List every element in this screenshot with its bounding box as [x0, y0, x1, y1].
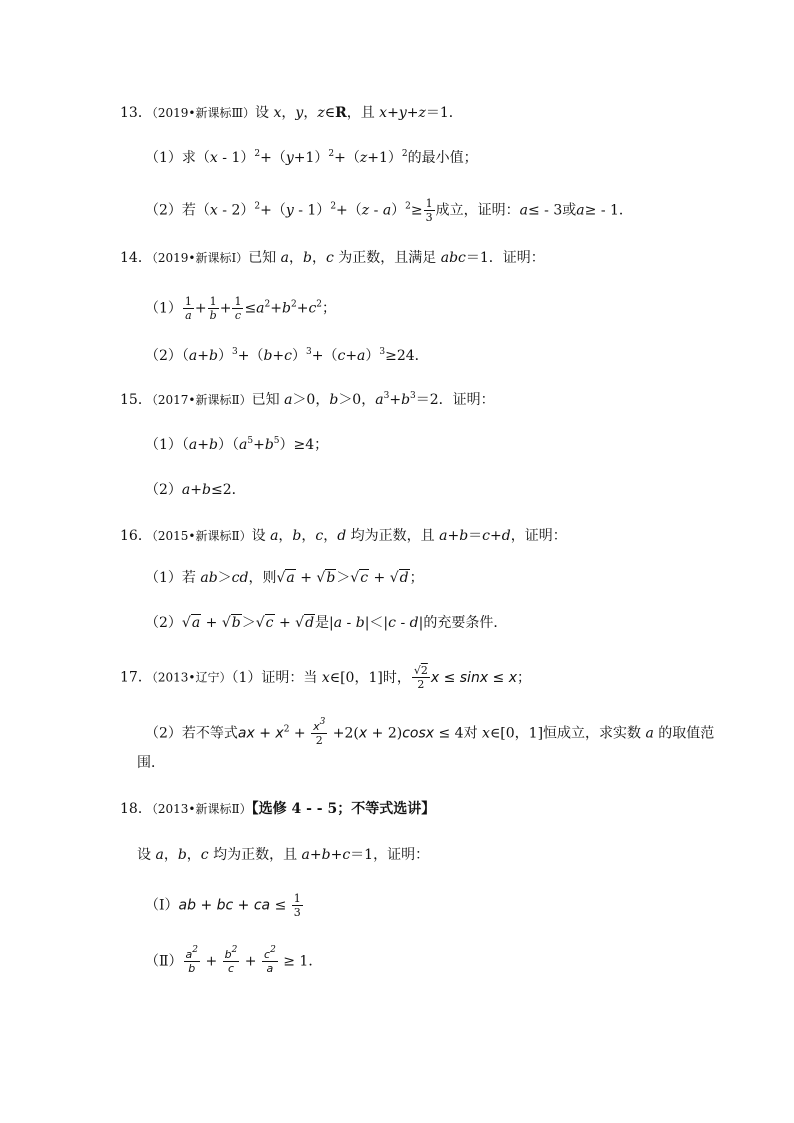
problem-17-part-2: （2）若不等式ax + $x^2$ + $\frac{x^3}{2}$ +2(x + 2)cosx ≤ 4对 x∈[0，1]恒成立，求实数 a 的取值范: [145, 717, 715, 747]
problem-14-part-2: $(2)(a+b)^3+(b+c)^3+(c+a)^3\ge 24$．: [145, 347, 429, 364]
problem-stem: 已知 a，b，c 为正数，且满足 abc＝1．证明：: [248, 250, 545, 266]
problem-15-part-2: （2）a+b≤2．: [145, 482, 246, 498]
problem-16-header: 16．（2015•新课标Ⅱ）设 a，b，c，d 均为正数，且 a+b＝c+d，证明：: [120, 528, 567, 544]
problem-source: （2019•新课标Ⅲ）: [151, 106, 256, 120]
problem-18-part-2: （Ⅱ） $\frac{a^2}{b}$ + $\frac{b^2}{c}$ + $\frac{c^2}{a}$ ≥ 1．: [145, 945, 323, 975]
problem-18-intro: 设 a，b，c 均为正数，且 a+b+c＝1，证明：: [137, 847, 430, 863]
problem-13-header: 13．（2019•新课标Ⅲ）设 x，y，z∈R，且 x+y+z＝1．: [120, 105, 463, 121]
problem-stem: 设 a，b，c，d 均为正数，且 a+b＝c+d，证明：: [251, 528, 567, 544]
problem-stem: 设 x，y，z∈R，且 x+y+z＝1．: [255, 105, 463, 121]
problem-17-part-2-cont: 围．: [137, 755, 165, 771]
problem-source: （2019•新课标Ⅰ）: [151, 251, 249, 265]
problem-source: （2013•辽宁）: [151, 670, 232, 685]
problem-number: 13: [120, 105, 138, 121]
problem-18-part-1: （Ⅰ）ab + bc + ca ≤ $\frac{1}{3}$: [145, 892, 301, 919]
problem-13-part-2: （2）若（x - 2）$^2$+（y - 1）$^2$+（z - a）$^2$≥ $\frac{1}{3}$ 成立，证明：a≤ - 3或a≥ - 1．: [145, 197, 633, 224]
problem-15-part-1: $(1)(a+b)(a^5+b^5)\ge 4$；: [145, 436, 329, 453]
problem-number: 17: [120, 669, 138, 686]
problem-stem: （1）证明：当 x∈[0，1]时， $\frac{√2}{2}$ x ≤ sinx ≤ x；: [231, 664, 532, 691]
problem-15-header: 15．（2017•新课标Ⅱ）已知 a＞0，b＞0，$a^3+b^3=2$．证明：: [120, 391, 495, 408]
problem-13-part-1: （1）求$(x - 1)^2+(y+1)^2+(z+1)^2$的最小值；: [145, 149, 478, 166]
problem-source: （2013•新课标Ⅱ）: [151, 802, 252, 816]
problem-17-header: 17．（2013•辽宁）（1）证明：当 x∈[0，1]时， $\frac{√2}{2}$ x ≤ sinx ≤ x；: [120, 664, 532, 691]
problem-18-header: 18．（2013•新课标Ⅱ）【选修 4 - - 5；不等式选讲】: [120, 801, 436, 817]
problem-number: 16: [120, 528, 138, 544]
problem-14-part-1: （1） $\frac{1}{a}$ + $\frac{1}{b}$ + $\frac{1}{c}$ $\le a^2+b^2+c^2$；: [145, 295, 337, 322]
problem-source: （2015•新课标Ⅱ）: [151, 529, 252, 543]
problem-14-header: 14．（2019•新课标Ⅰ）已知 a，b，c 为正数，且满足 abc＝1．证明：: [120, 250, 545, 266]
problem-source: （2017•新课标Ⅱ）: [151, 393, 252, 407]
problem-16-part-1: （1）若 ab＞cd，则√a + √b＞√c + √d；: [145, 570, 424, 586]
problem-stem: 已知 a＞0，b＞0，$a^3+b^3=2$．证明：: [251, 391, 495, 408]
problem-number: 18: [120, 801, 138, 817]
problem-stem: 【选修 4 - - 5；不等式选讲】: [251, 801, 436, 817]
problem-number: 14: [120, 250, 138, 266]
problem-number: 15: [120, 392, 138, 408]
problem-16-part-2: （2）√a + √b＞√c + √d是|a - b|＜|c - d|的充要条件．: [145, 615, 508, 631]
